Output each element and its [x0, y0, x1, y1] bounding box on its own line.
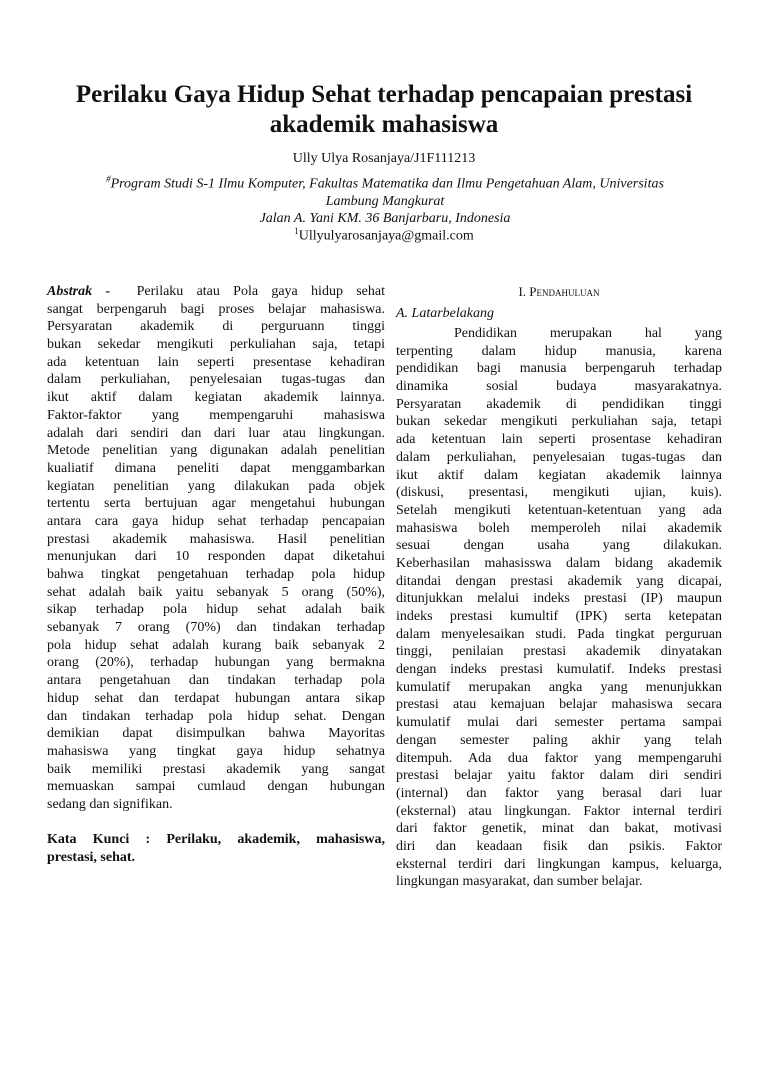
- text-line: ditempuh. Ada dua faktor yang mempengaruhi: [396, 750, 722, 766]
- text-line: kualiatif dimana peneliti dapat menggambarkan: [47, 460, 385, 476]
- text-line: Keberhasilan mahasisswa dalam bidang akademik: [396, 555, 722, 571]
- keywords: [47, 831, 385, 866]
- text-line: diri dan keadaan fisik dan psikis. Faktor: [396, 838, 722, 854]
- text-line: orang (20%), terhadap hubungan yang bermakna: [47, 655, 385, 671]
- text-line: tertentu serta bertujuan agar mengetahui hubungan: [47, 496, 385, 512]
- text-line: indeks prestasi kumultif (IPK) serta ketepatan: [396, 609, 722, 624]
- title-line: akademik mahasiswa: [269, 111, 499, 138]
- email-text: Ullyulyarosanjaya@gmail.com: [298, 228, 474, 244]
- text-line: sebanyak 7 orang (70%) dan tindakan terhadap: [47, 620, 385, 636]
- text-line: tinggi, penilaian prestasi akademik dinyatakan: [396, 644, 722, 660]
- text-line: antara pengetahuan dan tindakan terhadap pola: [47, 673, 385, 689]
- text-line: (diskusi, presentasi, mengikuti ujian, kuis).: [396, 485, 722, 501]
- text-line: pola hidup sehat adalah kurang baik sebanyak 2: [47, 637, 385, 653]
- text-line: ikut aktif dalam kegiatan akademik lainnya: [396, 467, 722, 483]
- text-line: lingkungan masyarakat, dan sumber belajar.: [396, 874, 643, 890]
- text-line: dalam perkuliahan, penyelesaian tugas-tugas dan: [396, 449, 722, 465]
- text-line: dengan indeks prestasi kumulatif. Indeks prestasi: [396, 662, 722, 678]
- text-line: Faktor-faktor yang mempengaruhi mahasiswa: [47, 407, 385, 423]
- text-line: ditunjukkan melalui indeks prestasi (IP) maupun: [396, 591, 722, 607]
- section-number: I.: [518, 284, 530, 299]
- text-line: demikian dapat disimpulkan bahwa Mayoritas: [47, 726, 385, 742]
- text-line: memuaskan sampai cumlaud dengan hubungan: [47, 779, 385, 795]
- abstract-text: Perilaku atau Pola gaya hidup sehat: [136, 284, 385, 299]
- left-column: [47, 283, 385, 867]
- text-line: dengan semester paling akhir yang telah: [396, 732, 722, 748]
- text-line: pendidikan bagi manusia berpengaruh terhadap: [396, 361, 722, 377]
- abstract-separator: -: [92, 284, 124, 299]
- text-line: Pendidikan merupakan hal yang: [454, 326, 722, 341]
- text-line: bukan sekedar mengikuti perkuliahan saja, tetapi: [396, 414, 722, 430]
- text-line: (eksternal) atau lingkungan. Faktor internal terdiri: [396, 803, 722, 819]
- text-line: kumulatif merupakan angka yang menunjukkan: [396, 679, 722, 695]
- text-line: bukan sekedar mengikuti perkuliahan saja, tetapi: [47, 337, 385, 353]
- email: [0, 226, 768, 245]
- text-line: ada ketentuan lain seperti presentase kehadiran: [47, 354, 385, 370]
- paper-title: [0, 80, 768, 140]
- right-column: [396, 283, 722, 891]
- affiliation-mark: #: [106, 174, 111, 184]
- text-line: kumulatif mulai dari semester pertama sampai: [396, 715, 722, 731]
- text-line: dan tindakan terhadap pola hidup sehat. Dengan: [47, 708, 385, 724]
- text-line: hidup sehat dan terdapat hubungan antara sikap: [47, 690, 385, 706]
- section-body: [396, 325, 722, 891]
- text-line: kegiatan penelitian yang dilakukan pada objek: [47, 478, 385, 494]
- text-line: baik memiliki prestasi akademik yang sangat: [47, 761, 385, 777]
- text-line: Persyaratan akademik di perguruann tinggi: [47, 319, 385, 335]
- text-line: menunjukan dari 10 responden dapat diketahui: [47, 549, 385, 565]
- affiliation-line: Lambung Mangkurat: [325, 193, 445, 209]
- email-mark: 1: [294, 226, 299, 236]
- text-line: adalah dari sendiri dan dari luar atau lingkungan.: [47, 425, 385, 441]
- text-line: sedang dan signifikan.: [47, 796, 173, 812]
- text-line: eksternal terdiri dari lingkungan kampus, keluarga,: [396, 856, 722, 872]
- text-line: sangat berpengaruh bagi proses belajar mahasiswa.: [47, 301, 385, 317]
- section-title: Pendahuluan: [529, 284, 600, 299]
- affiliation-line: Jalan A. Yani KM. 36 Banjarbaru, Indonesia: [259, 210, 511, 226]
- text-line: dalam perkuliahan, penyelesaian tugas-tugas dan: [47, 372, 385, 388]
- abstract-body: [47, 301, 385, 814]
- text-line: mahasiswa yang tingkat gaya hidup sehatnya: [47, 743, 385, 759]
- subsection-heading: A. Latarbelakang: [396, 306, 494, 321]
- text-line: ikut aktif dalam kegiatan akademik lainnya.: [47, 390, 385, 406]
- title-line: Perilaku Gaya Hidup Sehat terhadap pencapaian prestasi: [75, 81, 693, 108]
- text-line: prestasi atau kemajuan belajar mahasiswa secara: [396, 697, 722, 713]
- author: Ully Ulya Rosanjaya/J1F111213: [292, 151, 476, 166]
- text-line: antara cara gaya hidup sehat terhadap pencapaian: [47, 513, 385, 529]
- abstract-label: Abstrak: [47, 284, 93, 299]
- text-line: Setelah mengikuti ketentuan-ketentuan yang ada: [396, 502, 722, 518]
- text-line: dari faktor genetik, minat dan bakat, motivasi: [396, 821, 722, 837]
- text-line: prestasi akademik mahasiswa. Hasil penelitian: [47, 531, 385, 547]
- text-line: prestasi, sehat.: [47, 850, 136, 865]
- text-line: Kata Kunci : Perilaku, akademik, mahasiswa,: [47, 832, 385, 848]
- text-line: Persyaratan akademik di pendidikan tinggi: [396, 396, 722, 412]
- text-line: mahasiswa boleh memperoleh nilai akademik: [396, 520, 722, 536]
- text-line: (internal) dan faktor yang berasal dari luar: [396, 785, 722, 801]
- affiliation-line: Program Studi S-1 Ilmu Komputer, Fakultas Matematika dan Ilmu Pengetahuan Alam, Universitas: [110, 176, 664, 192]
- affiliation: [60, 171, 710, 227]
- text-line: bahwa tingkat pengetahuan terhadap pola hidup: [47, 567, 385, 582]
- text-line: sesuai dengan usaha yang dilakukan.: [396, 538, 722, 554]
- text-line: ada ketentuan lain seperti prosentase kehadiran: [396, 432, 722, 448]
- text-line: ditandai dengan prestasi akademik yang dicapai,: [396, 573, 722, 589]
- text-line: prestasi belajar yaitu faktor dalam diri sendiri: [396, 768, 722, 784]
- text-line: sikap terhadap pola hidup sehat adalah baik: [47, 602, 385, 618]
- text-line: dinamika sosial budaya masyarakatnya.: [396, 379, 722, 395]
- text-line: sehat adalah baik yaitu sebanyak 5 orang (50%),: [47, 584, 385, 600]
- text-line: Metode penelitian yang digunakan adalah penelitian: [47, 443, 385, 459]
- text-line: dalam menyelesaikan studi. Pada tingkat perguruan: [396, 626, 722, 642]
- text-line: terpenting dalam hidup manusia, karena: [396, 343, 722, 359]
- abstract-first-line: [47, 283, 385, 301]
- section-heading: [396, 283, 722, 305]
